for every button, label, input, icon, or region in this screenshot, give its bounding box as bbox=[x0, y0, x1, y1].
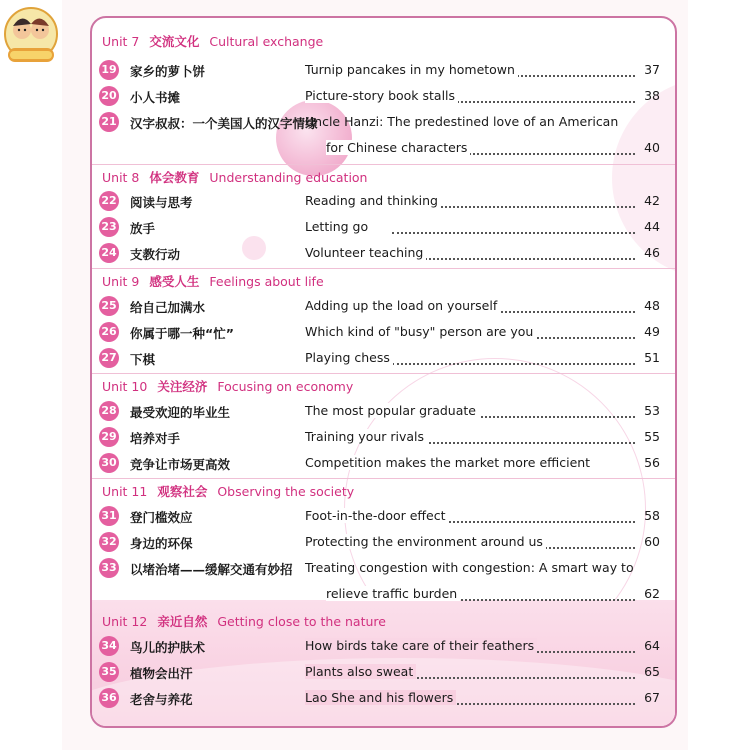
lesson-number-badge: 25 bbox=[99, 296, 119, 316]
unit-heading-11 bbox=[92, 478, 675, 504]
unit-title-zh: 亲近自然 bbox=[157, 614, 208, 629]
page-number: 38 bbox=[644, 88, 660, 103]
lesson-number-badge: 19 bbox=[99, 60, 119, 80]
dot-leader bbox=[392, 258, 635, 260]
page-number: 58 bbox=[644, 508, 660, 523]
lesson-title-en: Reading and thinking bbox=[305, 193, 441, 208]
toc-entry[interactable] bbox=[92, 58, 675, 84]
dot-leader bbox=[392, 363, 635, 365]
dot-leader bbox=[432, 599, 635, 601]
page-number: 65 bbox=[644, 664, 660, 679]
lesson-title-en: Volunteer teaching bbox=[305, 245, 426, 260]
publisher-logo bbox=[2, 4, 60, 82]
unit-label: Unit 10 bbox=[102, 379, 148, 394]
lesson-number-badge: 23 bbox=[99, 217, 119, 237]
lesson-number-badge: 27 bbox=[99, 348, 119, 368]
unit-heading-12 bbox=[92, 608, 675, 634]
page-number: 42 bbox=[644, 193, 660, 208]
lesson-title-en: Uncle Hanzi: The predestined love of an American bbox=[305, 114, 619, 129]
lesson-title-en: Adding up the load on yourself bbox=[305, 298, 500, 313]
unit-title-en: Understanding education bbox=[209, 170, 368, 185]
page-number: 67 bbox=[644, 690, 660, 705]
page-number: 37 bbox=[644, 62, 660, 77]
page-number: 40 bbox=[644, 140, 660, 155]
lesson-title-en: Picture-story book stalls bbox=[305, 88, 458, 103]
lesson-title-en: How birds take care of their feathers bbox=[305, 638, 537, 653]
lesson-number-badge: 36 bbox=[99, 688, 119, 708]
unit-heading-8 bbox=[92, 164, 675, 190]
lesson-number-badge: 35 bbox=[99, 662, 119, 682]
unit-title-en: Getting close to the nature bbox=[217, 614, 386, 629]
lesson-title-en: Playing chess bbox=[305, 350, 393, 365]
toc-entry[interactable] bbox=[92, 84, 675, 110]
toc-entry[interactable] bbox=[92, 530, 675, 556]
unit-title-zh: 感受人生 bbox=[149, 274, 200, 289]
dot-leader bbox=[392, 677, 635, 679]
lesson-title-en-continued: for Chinese characters bbox=[326, 140, 470, 155]
page-number: 49 bbox=[644, 324, 660, 339]
lesson-number-badge: 31 bbox=[99, 506, 119, 526]
page-number: 48 bbox=[644, 298, 660, 313]
lesson-number-badge: 33 bbox=[99, 558, 119, 578]
table-of-contents bbox=[90, 16, 677, 728]
unit-title-en: Observing the society bbox=[217, 484, 355, 499]
page-number: 64 bbox=[644, 638, 660, 653]
lesson-title-en: Turnip pancakes in my hometown bbox=[305, 62, 518, 77]
lesson-title-zh: 最受欢迎的毕业生 bbox=[130, 405, 231, 420]
toc-entry[interactable] bbox=[92, 110, 675, 162]
unit-title-zh: 体会教育 bbox=[149, 170, 200, 185]
lesson-title-en: Which kind of "busy" person are you bbox=[305, 324, 536, 339]
dot-leader bbox=[392, 442, 635, 444]
lesson-title-zh: 以堵治堵——缓解交通有妙招 bbox=[130, 562, 293, 577]
toc-entry[interactable] bbox=[92, 451, 675, 477]
lesson-title-en: Training your rivals bbox=[305, 429, 427, 444]
lesson-number-badge: 32 bbox=[99, 532, 119, 552]
page-number: 51 bbox=[644, 350, 660, 365]
lesson-title-en-continued: relieve traffic burden bbox=[326, 586, 460, 601]
unit-label: Unit 8 bbox=[102, 170, 140, 185]
toc-entry[interactable] bbox=[92, 189, 675, 215]
unit-title-zh: 观察社会 bbox=[157, 484, 208, 499]
page-number: 55 bbox=[644, 429, 660, 444]
unit-heading-10 bbox=[92, 373, 675, 399]
lesson-title-zh: 阅读与思考 bbox=[130, 195, 193, 210]
lesson-title-en: Treating congestion with congestion: A smart way to bbox=[305, 560, 634, 575]
toc-entry[interactable] bbox=[92, 241, 675, 267]
unit-label: Unit 9 bbox=[102, 274, 140, 289]
toc-entry[interactable] bbox=[92, 294, 675, 320]
lesson-title-zh: 你属于哪一种“忙” bbox=[130, 326, 234, 341]
unit-label: Unit 12 bbox=[102, 614, 148, 629]
page-number: 62 bbox=[644, 586, 660, 601]
lesson-title-en: Letting go bbox=[305, 219, 371, 234]
lesson-title-zh: 放手 bbox=[130, 221, 156, 236]
toc-entry[interactable] bbox=[92, 556, 675, 608]
lesson-title-zh: 下棋 bbox=[130, 352, 156, 367]
unit-title-en: Focusing on economy bbox=[217, 379, 354, 394]
lesson-title-en: The most popular graduate bbox=[305, 403, 479, 418]
lesson-title-zh: 竞争让市场更高效 bbox=[130, 457, 231, 472]
toc-entry[interactable] bbox=[92, 399, 675, 425]
dot-leader bbox=[392, 232, 635, 234]
lesson-number-badge: 30 bbox=[99, 453, 119, 473]
lesson-number-badge: 22 bbox=[99, 191, 119, 211]
toc-entry[interactable] bbox=[92, 346, 675, 372]
lesson-number-badge: 34 bbox=[99, 636, 119, 656]
toc-entry[interactable] bbox=[92, 425, 675, 451]
unit-title-en: Feelings about life bbox=[209, 274, 324, 289]
lesson-title-zh: 鸟儿的护肤术 bbox=[130, 640, 206, 655]
lesson-title-en: Protecting the environment around us bbox=[305, 534, 546, 549]
page-number: 60 bbox=[644, 534, 660, 549]
unit-title-en: Cultural exchange bbox=[209, 34, 324, 49]
unit-heading-7 bbox=[92, 32, 675, 58]
unit-title-zh: 交流文化 bbox=[149, 34, 200, 49]
unit-title-zh: 关注经济 bbox=[157, 379, 208, 394]
lesson-title-en: Lao She and his flowers bbox=[305, 690, 456, 705]
lesson-title-zh: 培养对手 bbox=[130, 431, 181, 446]
lesson-number-badge: 26 bbox=[99, 322, 119, 342]
lesson-title-zh: 汉字叔叔：一个美国人的汉字情缘 bbox=[130, 116, 318, 131]
lesson-number-badge: 24 bbox=[99, 243, 119, 263]
lesson-number-badge: 29 bbox=[99, 427, 119, 447]
toc-entry[interactable] bbox=[92, 215, 675, 241]
page-number: 56 bbox=[644, 455, 660, 470]
dot-leader bbox=[462, 153, 635, 155]
toc-entry[interactable] bbox=[92, 320, 675, 346]
lesson-title-zh: 给自己加满水 bbox=[130, 300, 206, 315]
lesson-title-zh: 登门槛效应 bbox=[130, 510, 193, 525]
unit-heading-9 bbox=[92, 268, 675, 294]
toc-entry[interactable] bbox=[92, 634, 675, 660]
lesson-title-en: Competition makes the market more efficient bbox=[305, 455, 593, 470]
lesson-title-zh: 身边的环保 bbox=[130, 536, 193, 551]
lesson-title-zh: 支教行动 bbox=[130, 247, 181, 262]
lesson-title-en: Plants also sweat bbox=[305, 664, 416, 679]
page-number: 53 bbox=[644, 403, 660, 418]
toc-entry[interactable] bbox=[92, 660, 675, 686]
lesson-title-zh: 老舍与养花 bbox=[130, 692, 193, 707]
lesson-number-badge: 21 bbox=[99, 112, 119, 132]
lesson-number-badge: 20 bbox=[99, 86, 119, 106]
lesson-title-zh: 植物会出汗 bbox=[130, 666, 193, 681]
lesson-title-zh: 家乡的萝卜饼 bbox=[130, 64, 206, 79]
toc-entry[interactable] bbox=[92, 504, 675, 530]
lesson-title-en: Foot-in-the-door effect bbox=[305, 508, 449, 523]
unit-label: Unit 11 bbox=[102, 484, 148, 499]
lesson-title-zh: 小人书摊 bbox=[130, 90, 181, 105]
lesson-number-badge: 28 bbox=[99, 401, 119, 421]
page-number: 46 bbox=[644, 245, 660, 260]
toc-entry[interactable] bbox=[92, 686, 675, 712]
unit-label: Unit 7 bbox=[102, 34, 140, 49]
page-number: 44 bbox=[644, 219, 660, 234]
